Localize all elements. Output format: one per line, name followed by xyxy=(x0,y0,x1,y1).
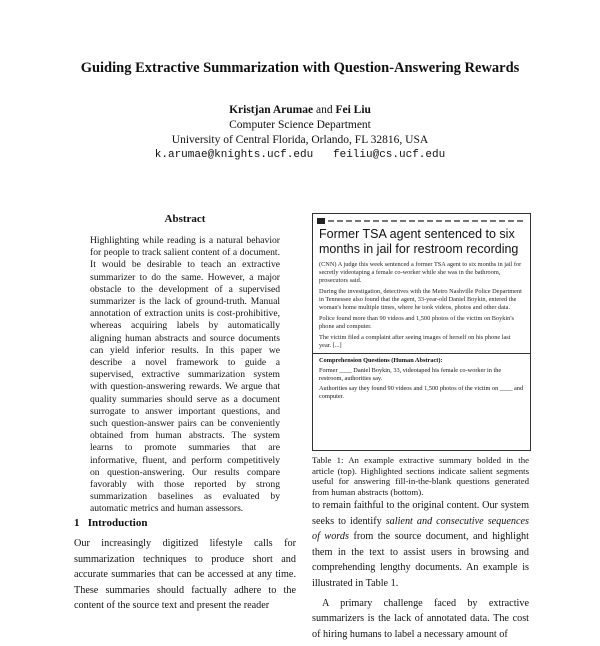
paragraph-text: to remain faithful to the original content. Our system seeks to identify xyxy=(312,500,529,527)
figure-divider xyxy=(313,353,530,354)
news-logo-icon xyxy=(317,218,325,224)
news-menu-bar xyxy=(328,220,526,222)
abstract-text: Highlighting while reading is a natural behavior for people to track salient content of a document. It would be desirable to teach an extractive summarizer to do the same. However, a major obstacle to the development of a supervised summarizer is the lack of ground-truth. Manual annotation of extraction units is cost-prohibitive, whereas acquiring labels by automatically aligning human abstracts and source documents can yield inferior results. In this paper we describe a novel framework to guide a supervised, extractive summarization system with question-answering rewards. We argue that quality summaries should serve as a document surrogate to answer important questions, and such question-answer pairs can be conveniently obtained from human abstracts. The system learns to promote summaries that are informative, fluent, and perform competitively on question-answering. Our results compare favorably with those reported by strong summarization baselines as evaluated by automatic metrics and human assessors. xyxy=(90,235,280,515)
article-paragraph: (CNN) A judge this week sentenced a former TSA agent to six months in jail for secretly videotaping a female co-worker while she was in the bathroom, prosecutors said. xyxy=(319,261,522,284)
introduction-text: Our increasingly digitized lifestyle calls for summarization techniques to produce short and accurate summaries that can be accessed at any time. These summaries should factually adhere to the content of the source text and present the reader xyxy=(74,538,296,612)
author-block xyxy=(0,103,600,163)
emphasis-text: salient and consecutive sequences of words xyxy=(312,515,529,543)
author-and: and xyxy=(315,104,333,116)
university: University of Central Florida, Orlando, FL 32816, USA xyxy=(171,134,429,146)
author-emails: k.arumae@knights.ucf.edu feiliu@cs.ucf.edu xyxy=(154,149,446,161)
introduction-heading: 1 Introduction xyxy=(74,517,148,529)
paragraph: A primary challenge faced by extractive summarizers is the lack of annotated data. The cost of hiring humans to label a necessary amount of xyxy=(312,597,529,640)
news-site-header xyxy=(317,217,526,225)
author-1: Kristjan Arumae xyxy=(229,104,314,116)
right-column-text xyxy=(312,498,529,646)
question-item: Former ____ Daniel Boykin, 33, videotaped his female co-worker in the restroom, authorities say. xyxy=(319,367,502,382)
article-headline: Former TSA agent sentenced to six months in jail for restroom recording xyxy=(319,227,519,256)
abstract-heading: Abstract xyxy=(164,213,206,225)
comprehension-questions xyxy=(319,357,524,401)
paragraph-text: from the source document, and highlight them in the text to assist users in browsing and comprehending lengthy documents. An example is illustrated in Table 1. xyxy=(312,531,529,589)
table-1-figure xyxy=(312,213,531,451)
article-paragraph: Police found more than 90 videos and 1,500 photos of the victim on Boykin's phone and computer. xyxy=(319,315,514,330)
table-1-caption: Table 1: An example extractive summary bolded in the article (top). Highlighted sections indicate salient segments useful for answering fill-in-the-blank questions generated from human abstracts (bottom). xyxy=(312,455,529,497)
article-paragraph: The victim filed a complaint after seeing images of herself on his phone last year. [...] xyxy=(319,334,511,349)
paragraph xyxy=(312,498,529,592)
article-paragraph: During the investigation, detectives with the Metro Nashville Police Department in Tennessee also found that the agent, 33-year-old Daniel Boykin, entered the woman's home multiple times, where he took videos, photos and other data. xyxy=(319,288,522,311)
author-names xyxy=(0,103,600,118)
paper-title: Guiding Extractive Summarization with Question-Answering Rewards xyxy=(80,60,520,76)
author-2: Fei Liu xyxy=(335,104,371,116)
department: Computer Science Department xyxy=(229,119,371,131)
question-item: Authorities say they found 90 videos and 1,500 photos of the victim on ____ and computer. xyxy=(319,385,524,400)
questions-heading: Comprehension Questions (Human Abstract): xyxy=(319,357,443,364)
article-body xyxy=(319,261,524,350)
